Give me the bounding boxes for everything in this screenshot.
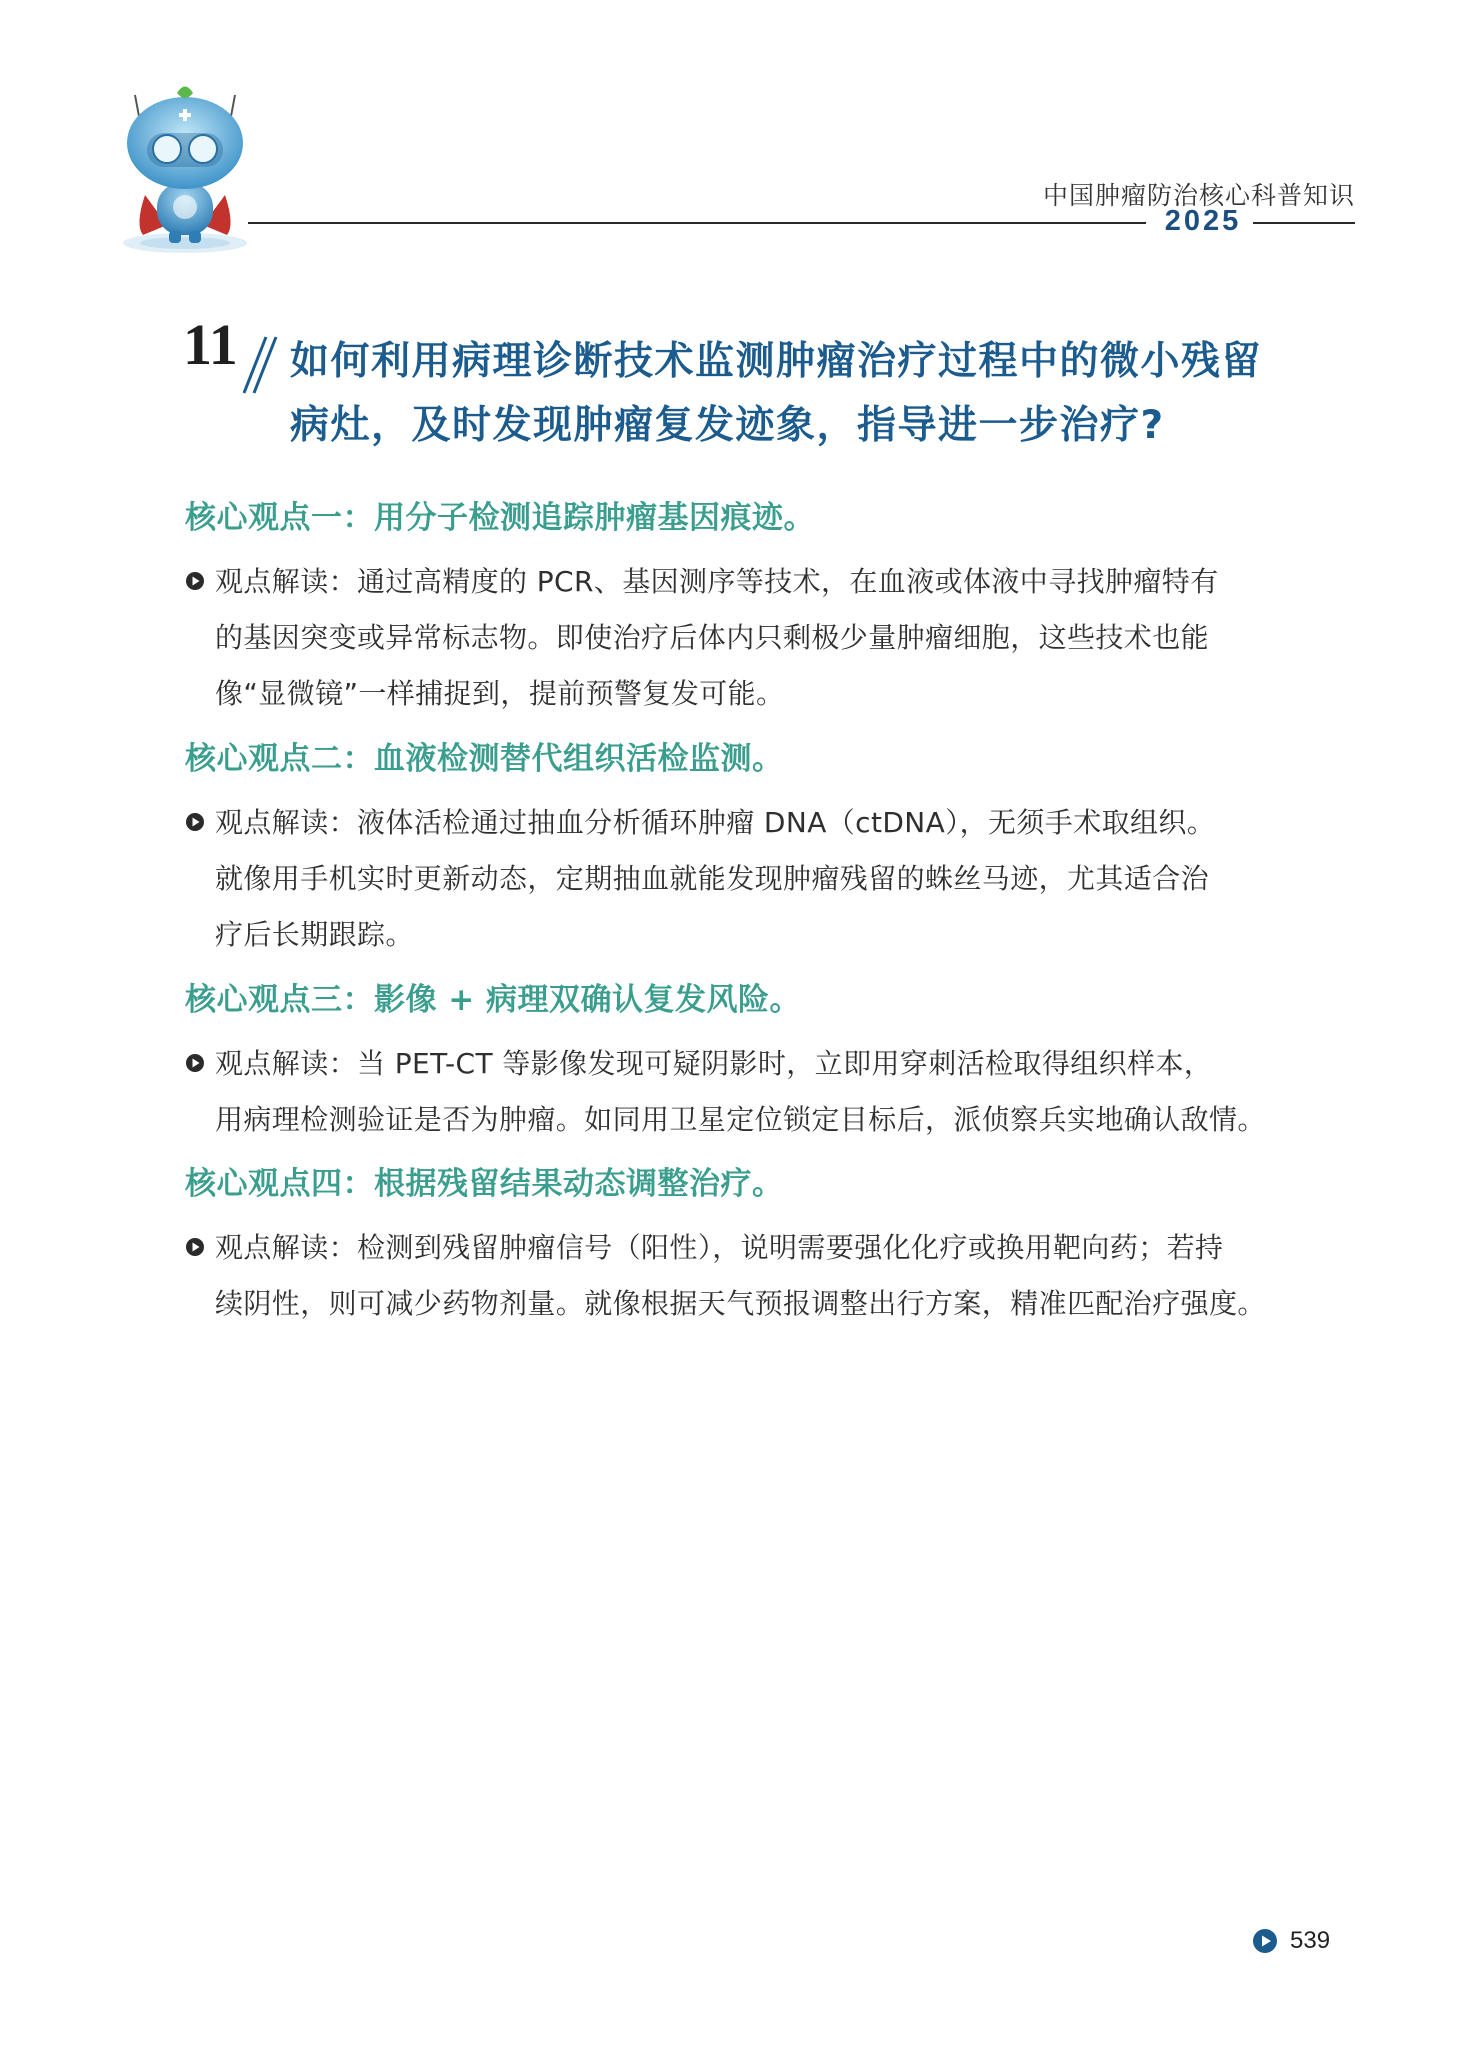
core-point-1-heading: 核心观点一：用分子检测追踪肿瘤基因痕迹。 [185,500,815,536]
circle-play-bullet-icon [185,571,205,591]
core-point-4-explanation [185,1220,1335,1332]
header-divider-left [248,222,1146,224]
page-number: 539 [1290,1927,1331,1954]
explanation-line: 液体活检通过抽血分析循环肿瘤 DNA（ctDNA），无须手术取组织。 [357,806,1216,839]
explanation-line: 检测到残留肿瘤信号（阳性），说明需要强化化疗或换用靶向药；若持 [357,1231,1224,1264]
circle-play-bullet-icon [185,812,205,832]
explanation-line: 通过高精度的 PCR、基因测序等技术，在血液或体液中寻找肿瘤特有 [357,565,1219,598]
header-divider-right [1253,222,1355,224]
header-year: 2025 [1164,205,1242,237]
question-title-line-2: 病灶，及时发现肿瘤复发迹象，指导进一步治疗? [290,403,1165,448]
explanation-line: 续阴性，则可减少药物剂量。就像根据天气预报调整出行方案，精准匹配治疗强度。 [215,1287,1266,1320]
double-slash-icon [240,335,280,395]
circle-play-bullet-icon [185,1053,205,1073]
header-title: 中国肿瘤防治核心科普知识 [1042,181,1355,210]
explanation-label: 观点解读： [215,565,358,598]
robot-mascot-icon [105,75,265,255]
core-point-3-heading: 核心观点三：影像 + 病理双确认复发风险。 [185,982,802,1018]
explanation-label: 观点解读： [215,1231,358,1264]
circle-play-bullet-icon [185,1237,205,1257]
core-point-2-explanation [185,795,1335,963]
explanation-line: 的基因突变或异常标志物。即使治疗后体内只剩极少量肿瘤细胞，这些技术也能 [215,621,1210,654]
explanation-line: 当 PET-CT 等影像发现可疑阴影时，立即用穿刺活检取得组织样本， [357,1047,1213,1080]
core-point-4-heading: 核心观点四：根据残留结果动态调整治疗。 [185,1166,784,1202]
explanation-label: 观点解读： [215,1047,358,1080]
core-point-1-explanation [185,554,1335,722]
explanation-line: 就像用手机实时更新动态，定期抽血就能发现肿瘤残留的蛛丝马迹，尤其适合治 [215,862,1210,895]
explanation-line: 像“显微镜”一样捕捉到，提前预警复发可能。 [215,677,785,710]
core-point-3-explanation [185,1036,1335,1148]
question-number: 11 [183,312,238,377]
question-title-line-1: 如何利用病理诊断技术监测肿瘤治疗过程中的微小残留 [290,339,1263,384]
question-title [290,330,1340,458]
explanation-line: 疗后长期跟踪。 [215,918,414,951]
explanation-label: 观点解读： [215,806,358,839]
play-circle-icon [1252,1928,1278,1954]
explanation-line: 用病理检测验证是否为肿瘤。如同用卫星定位锁定目标后，派侦察兵实地确认敌情。 [215,1103,1266,1136]
core-point-2-heading: 核心观点二：血液检测替代组织活检监测。 [185,741,784,777]
